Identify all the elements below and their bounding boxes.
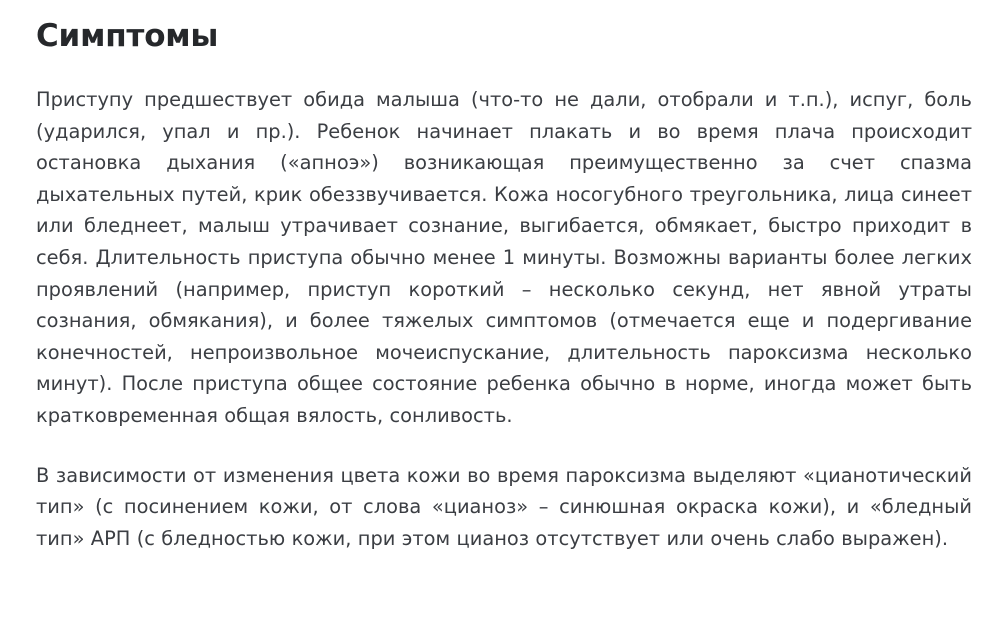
paragraph-types-description: В зависимости от изменения цвета кожи во время пароксизма выделяют «цианотический тип» (с посинением кожи, от слова «цианоз» – синюшная окраска кожи), и «бледный тип» АРП (с бледностью кожи, при этом цианоз отсутствует или очень слабо выражен). (36, 463, 972, 550)
page-title: Симптомы (36, 18, 219, 54)
paragraph-symptoms-description: Приступу предшествует обида малыша (что-то не дали, отобрали и т.п.), испуг, боль (ударился, упал и пр.). Ребенок начинает плакать и во время плача происходит остановка дыхания («апноэ») возникающая преимущественно за счет спазма дыхательных путей, крик обеззвучивается. Кожа носогубного треугольника, лица синеет или бледнеет, малыш утрачивает сознание, выгибается, обмякает, быстро приходит в себя. Длительность приступа обычно менее 1 минуты. Возможны варианты более легких проявлений (например, приступ короткий – несколько секунд, нет явной утраты сознания, обмякания), и более тяжелых симптомов (отмечается еще и подергивание конечностей, непроизвольное мочеиспускание, длительность пароксизма несколько минут). После приступа общее состояние ребенка обычно в норме, иногда может быть кратковременная общая вялость, сонливость. (36, 88, 972, 427)
document-body (36, 84, 972, 554)
